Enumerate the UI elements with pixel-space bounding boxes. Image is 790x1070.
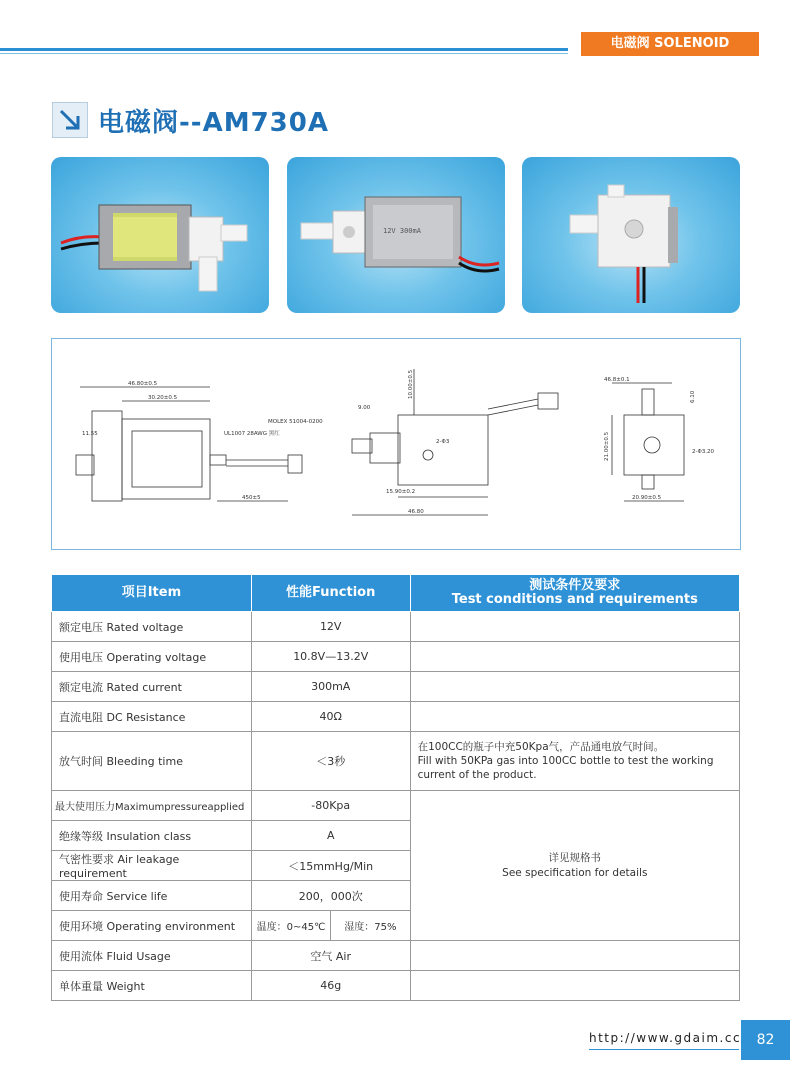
arrow-down-right-icon (52, 102, 88, 138)
product-photo-front (51, 157, 269, 313)
page-title: 电磁阀--AM730A (98, 107, 329, 138)
table-row (52, 791, 740, 821)
dim-text: 10.00±0.5 (408, 369, 414, 399)
dim-text: 30.20±0.5 (148, 395, 178, 401)
technical-drawing (51, 338, 741, 550)
row-value: 46g (251, 971, 410, 1001)
table-row (52, 732, 740, 791)
row-item: 绝缘等级 Insulation class (52, 821, 252, 851)
title-block (52, 102, 329, 138)
dim-text: 2-Φ3.20 (692, 449, 715, 455)
table-row (52, 612, 740, 642)
row-item: 直流电阻 DC Resistance (52, 702, 252, 732)
bleeding-note-cn: 在100CC的瓶子中充50Kpa气，产品通电放气时间。 (417, 741, 665, 753)
dim-text: 46.8±0.1 (604, 377, 630, 383)
table-header-row (52, 575, 740, 612)
dim-text: 20.90±0.5 (632, 495, 662, 501)
product-photo-top (287, 157, 505, 313)
row-value: -80Kpa (251, 791, 410, 821)
temperature-value: 温度：0~45℃ (252, 911, 331, 940)
dim-text: 11.55 (82, 431, 98, 437)
row-item: 单体重量 Weight (52, 971, 252, 1001)
row-item: 使用流体 Fluid Usage (52, 941, 252, 971)
row-value: 300mA (251, 672, 410, 702)
dim-text: MOLEX 51004-0200 (268, 419, 323, 425)
product-photo-side (522, 157, 740, 313)
row-note (410, 941, 739, 971)
header-rule (0, 48, 568, 51)
humidity-value: 湿度：75% (344, 922, 397, 933)
row-note (410, 672, 739, 702)
row-value-split (251, 911, 410, 941)
row-item: 放气时间 Bleeding time (52, 732, 252, 791)
dim-text: 46.80 (408, 509, 424, 515)
row-note (410, 702, 739, 732)
row-item: 额定电流 Rated current (52, 672, 252, 702)
bleeding-note-en: Fill with 50KPa gas into 100CC bottle to test the working current of the product. (417, 755, 714, 781)
row-note (410, 612, 739, 642)
row-note (410, 642, 739, 672)
dim-text: 6.10 (690, 390, 696, 403)
table-row (52, 672, 740, 702)
dim-text: 15.90±0.2 (386, 489, 416, 495)
row-item: 最大使用压力Maximumpressureapplied (52, 791, 252, 821)
spec-table (51, 574, 740, 1001)
footer-rule (589, 1049, 739, 1050)
table-row (52, 642, 740, 672)
spec-note-en: See specification for details (502, 866, 648, 879)
row-item: 使用寿命 Service life (52, 881, 252, 911)
col-header-function: 性能Function (251, 575, 410, 612)
row-value: 12V (251, 612, 410, 642)
dim-text: 9.00 (358, 405, 371, 411)
row-item: 使用电压 Operating voltage (52, 642, 252, 672)
dim-text: UL1007 28AWG 黑红 (224, 431, 280, 437)
row-note (410, 971, 739, 1001)
website-link[interactable]: http://www.gdaim.cc (589, 1031, 742, 1045)
col-header-item: 项目Item (52, 575, 252, 612)
col-header-test (410, 575, 739, 612)
row-value: 空气 Air (251, 941, 410, 971)
bleeding-note (410, 732, 739, 791)
row-value: ＜3秒 (251, 732, 410, 791)
table-row (52, 941, 740, 971)
table-row (52, 971, 740, 1001)
row-item: 额定电压 Rated voltage (52, 612, 252, 642)
row-value: ＜15mmHg/Min (251, 851, 410, 881)
row-item: 使用环境 Operating environment (52, 911, 252, 941)
row-value: 200，000次 (251, 881, 410, 911)
svg-text:12V 300mA: 12V 300mA (383, 227, 421, 235)
row-value: 10.8V—13.2V (251, 642, 410, 672)
spec-note-cn: 详见规格书 (548, 851, 602, 864)
dim-text: 450±5 (242, 495, 261, 501)
table-row (52, 702, 740, 732)
page-number: 82 (741, 1020, 790, 1060)
dim-text: 46.80±0.5 (128, 381, 158, 387)
col-header-test-en: Test conditions and requirements (451, 592, 698, 607)
dim-text: 21.00±0.5 (604, 431, 610, 461)
row-value: A (251, 821, 410, 851)
col-header-test-cn: 测试条件及要求 (529, 578, 621, 593)
row-value: 40Ω (251, 702, 410, 732)
section-tag: 电磁阀 SOLENOID (581, 32, 759, 56)
dim-text: 2-Φ3 (436, 439, 450, 445)
header-rule-thin (0, 53, 568, 54)
row-item: 气密性要求 Air leakage requirement (52, 851, 252, 881)
spec-note (410, 791, 739, 941)
